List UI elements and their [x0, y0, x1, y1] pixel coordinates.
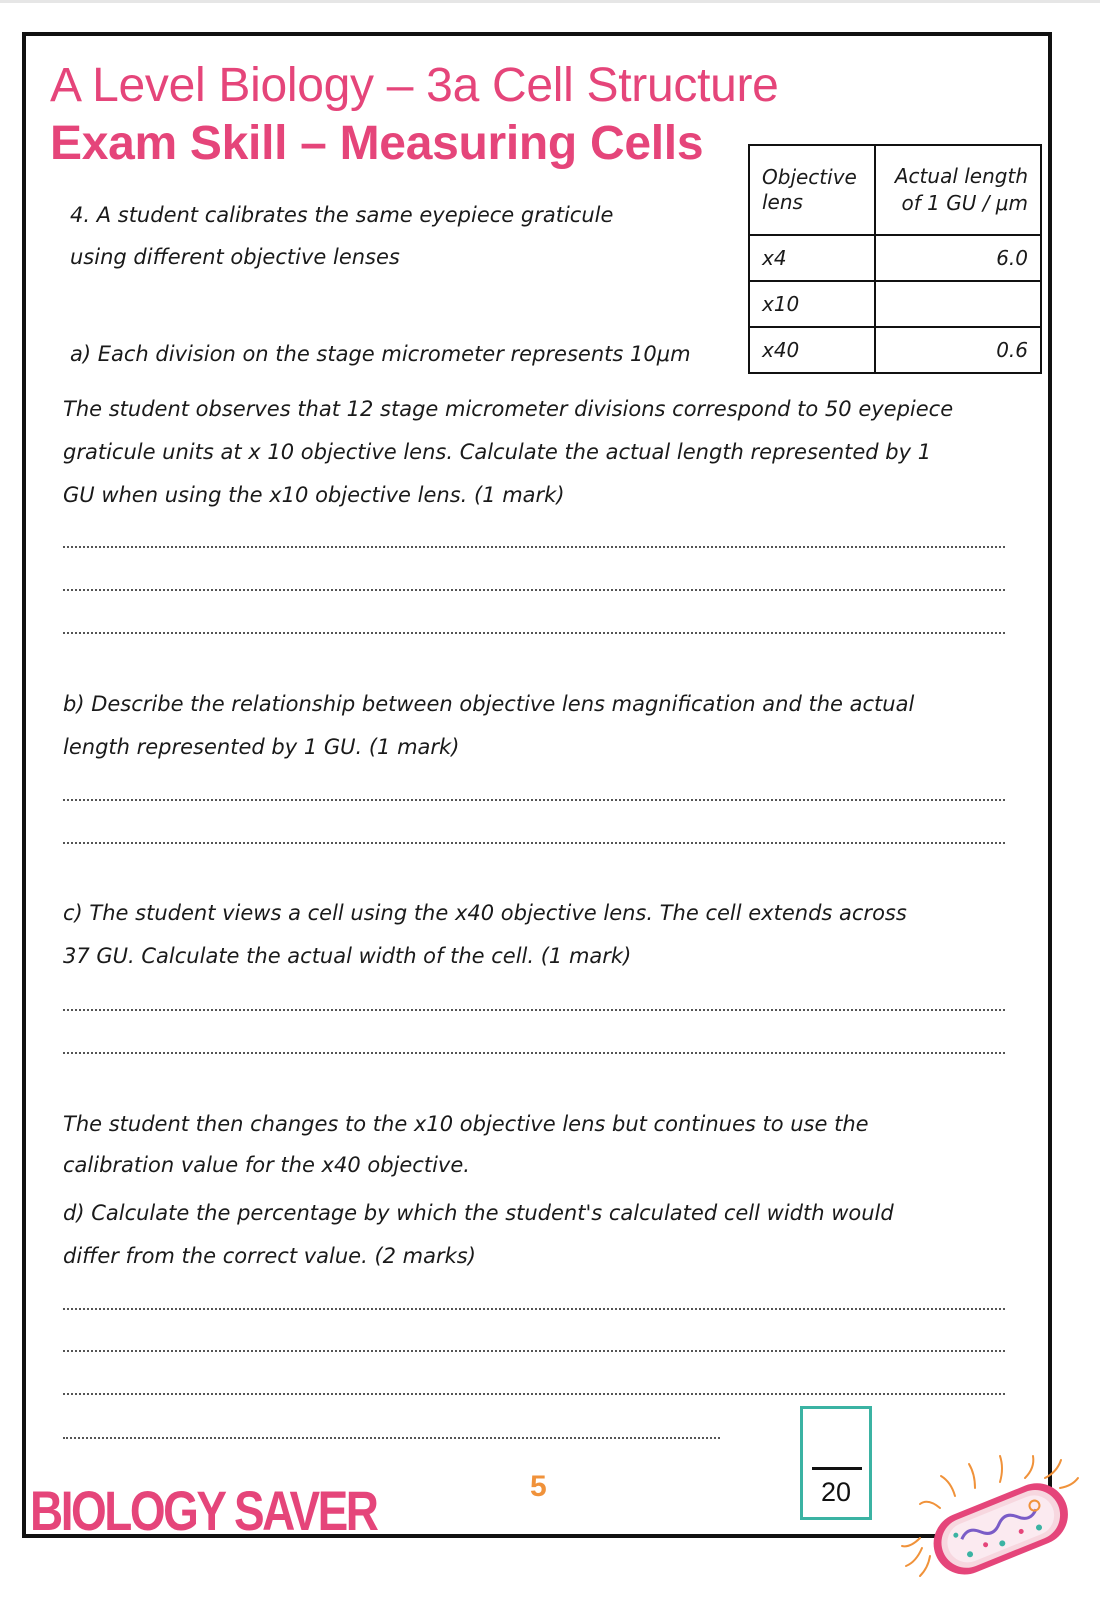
mark-total: 20 [820, 1477, 852, 1507]
calibration-table [748, 144, 1042, 374]
page-number: 5 [530, 1470, 547, 1503]
part-a-text: GU when using the x10 objective lens. (1 mark) [63, 483, 565, 507]
bacterium-illustration-icon [900, 1448, 1080, 1578]
answer-line[interactable] [63, 842, 1005, 844]
table-row [749, 327, 1041, 373]
answer-line[interactable] [63, 1393, 1005, 1395]
answer-line[interactable] [63, 589, 1005, 591]
mark-fraction-bar [812, 1467, 862, 1470]
answer-line[interactable] [63, 1308, 1005, 1310]
question-intro-line: using different objective lenses [70, 245, 400, 269]
table-header-length: Actual length of 1 GU / μm [875, 145, 1041, 235]
part-d-text: d) Calculate the percentage by which the student's calculated cell width would [63, 1201, 894, 1225]
part-b-text: b) Describe the relationship between objective lens magnification and the actual [63, 692, 915, 716]
answer-line[interactable] [63, 1052, 1005, 1054]
page-subtitle: Exam Skill – Measuring Cells [50, 117, 704, 170]
table-header-row [749, 145, 1041, 235]
part-a-text: graticule units at x 10 objective lens. Calculate the actual length represented by 1 [63, 440, 932, 464]
part-a-text: The student observes that 12 stage micrometer divisions correspond to 50 eyepiece [63, 397, 954, 421]
table-row [749, 281, 1041, 327]
table-cell-length: 6.0 [875, 235, 1041, 281]
part-d-intro: calibration value for the x40 objective. [63, 1153, 470, 1177]
answer-line[interactable] [63, 1009, 1005, 1011]
page-title: A Level Biology – 3a Cell Structure [50, 59, 779, 112]
answer-line[interactable] [63, 1350, 1005, 1352]
table-cell-length-answer[interactable] [875, 281, 1041, 327]
part-d-intro: The student then changes to the x10 objective lens but continues to use the [63, 1112, 869, 1136]
table-header-objective: Objective lens [749, 145, 875, 235]
biology-saver-logo: BIOLOGY SAVER [30, 1479, 377, 1542]
table-cell-length: 0.6 [875, 327, 1041, 373]
table-cell-lens: x40 [749, 327, 875, 373]
table-cell-lens: x4 [749, 235, 875, 281]
top-divider [0, 0, 1100, 3]
part-b-text: length represented by 1 GU. (1 mark) [63, 735, 460, 759]
question-intro-line: 4. A student calibrates the same eyepiece graticule [70, 203, 614, 227]
part-a-intro: a) Each division on the stage micrometer represents 10μm [70, 342, 691, 366]
answer-line[interactable] [63, 799, 1005, 801]
part-d-text: differ from the correct value. (2 marks) [63, 1244, 476, 1268]
mark-box [800, 1406, 872, 1520]
answer-line[interactable] [63, 546, 1005, 548]
part-c-text: c) The student views a cell using the x40 objective lens. The cell extends across [63, 901, 907, 925]
table-cell-lens: x10 [749, 281, 875, 327]
answer-line[interactable] [63, 632, 1005, 634]
answer-line[interactable] [63, 1437, 720, 1439]
table-row [749, 235, 1041, 281]
part-c-text: 37 GU. Calculate the actual width of the cell. (1 mark) [63, 944, 632, 968]
